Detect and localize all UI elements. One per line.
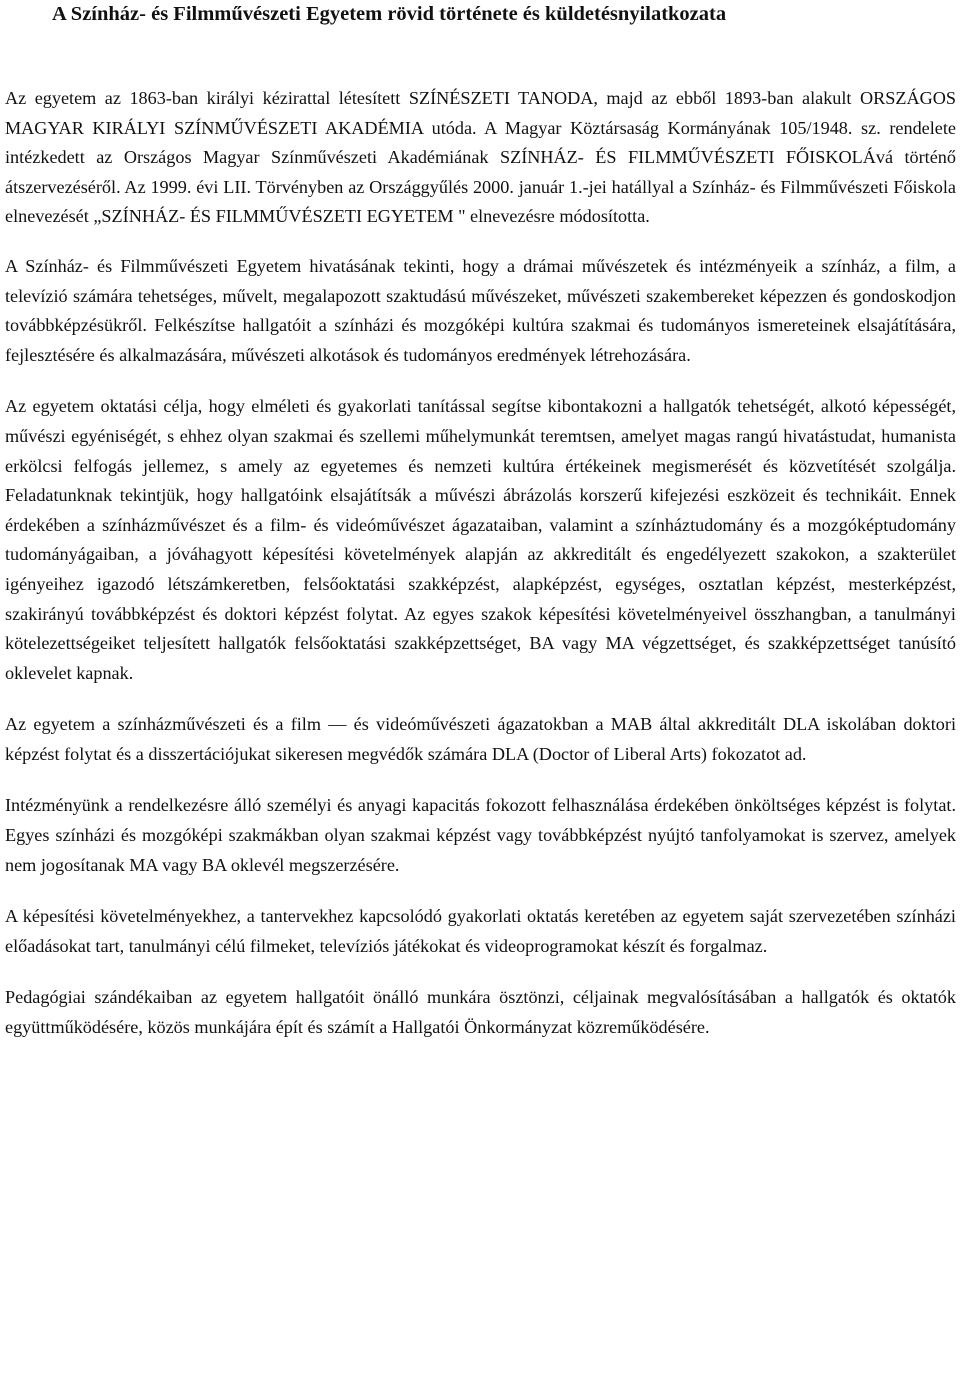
paragraph-mission: A Színház- és Filmművészeti Egyetem hivatásának tekinti, hogy a drámai művészetek és intézményeik a színház, a film, a televízió számára tehetséges, művelt, megalapozott szaktudású művészeket, művészeti szakembereket képezzen és gondoskodjon továbbképzésükről. Felkészítse hallgatóit a színházi és mozgóképi kultúra szakmai és tudományos ismereteinek elsajátítására, fejlesztésére és alkalmazására, művészeti alkotások és tudományos eredmények létrehozására. xyxy=(5,255,956,365)
document-body xyxy=(5,84,956,1043)
paragraph-education-goals: Az egyetem oktatási célja, hogy elméleti és gyakorlati tanítással segítse kibontakozni a hallgatók tehetségét, alkotó képességét, művészi egyéniségét, s ehhez olyan szakmai és szellemi műhelymunkát teremtsen, amelyet magas rangú hivatástudat, humanista erkölcsi felfogás jellemez, s amely az egyetemes és nemzeti kultúra értékeinek megismerését és közvetítését szolgálja. Feladatunknak tekintjük, hogy hallgatóink elsajátítsák a művészi ábrázolás korszerű kifejezési eszközeit és technikáit. Ennek érdekében a színházművészet és a film- és videóművészet ágazataiban, valamint a színháztudomány és a mozgóképtudomány tudományágaiban, a jóváhagyott képesítési követelmények alapján az akkreditált és engedélyezett szakokon, a szakterület igényeihez igazodó létszámkeretben, felsőoktatási szakképzést, alapképzést, egységes, osztatlan képzést, mesterképzést, szakirányú továbbképzést és doktori képzést folytat. Az egyes szakok képesítési követelményeivel összhangban, a tanulmányi kötelezettségeiket teljesített hallgatók felsőoktatási szakképzettséget, BA vagy MA végzettséget, és szakképzettséget tanúsító oklevelet kapnak. xyxy=(5,396,956,683)
paragraph-practical-training: A képesítési követelményekhez, a tantervekhez kapcsolódó gyakorlati oktatás keretében az egyetem saját szervezetében színházi előadásokat tart, tanulmányi célú filmeket, televíziós játékokat és videoprogramokat készít és forgalmaz. xyxy=(5,906,956,956)
paragraph-self-funded-training: Intézményünk a rendelkezésre álló személyi és anyagi kapacitás fokozott felhasználása érdekében önköltséges képzést is folytat. Egyes színházi és mozgóképi szakmákban olyan szakmai képzést vagy továbbképzést nyújtó tanfolyamokat is szervez, amelyek nem jogosítanak MA vagy BA oklevél megszerzésére. xyxy=(5,795,956,875)
paragraph-doctoral-training: Az egyetem a színházművészeti és a film — és videóművészeti ágazatokban a MAB által akkreditált DLA iskolában doktori képzést folytat és a disszertációjukat sikeresen megvédők számára DLA (Doctor of Liberal Arts) fokozatot ad. xyxy=(5,714,956,764)
paragraph-pedagogy: Pedagógiai szándékaiban az egyetem hallgatóit önálló munkára ösztönzi, céljainak megvalósításában a hallgatók és oktatók együttműködésére, közös munkájára épít és számít a Hallgatói Önkormányzat közreműködésére. xyxy=(5,987,956,1038)
paragraph-history: Az egyetem az 1863-ban királyi kézirattal létesített SZÍNÉSZETI TANODA, majd az ebből 1893-ban alakult ORSZÁGOS MAGYAR KIRÁLYI SZÍNMŰVÉSZETI AKADÉMIA utóda. A Magyar Köztársaság Kormányának 105/1948. sz. rendelete intézkedett az Országos Magyar Színművészeti Akadémiának SZÍNHÁZ- ÉS FILMMŰVÉSZETI FŐISKOLÁvá történő átszervezéséről. Az 1999. évi LII. Törvényben az Országgyűlés 2000. január 1.-jei hatállyal a Színház- és Filmművészeti Főiskola elnevezését „SZÍNHÁZ- ÉS FILMMŰVÉSZETI EGYETEM " elnevezésre módosította. xyxy=(5,88,956,227)
document-title: A Színház- és Filmművészeti Egyetem rövid története és küldetésnyilatkozata xyxy=(52,3,727,25)
